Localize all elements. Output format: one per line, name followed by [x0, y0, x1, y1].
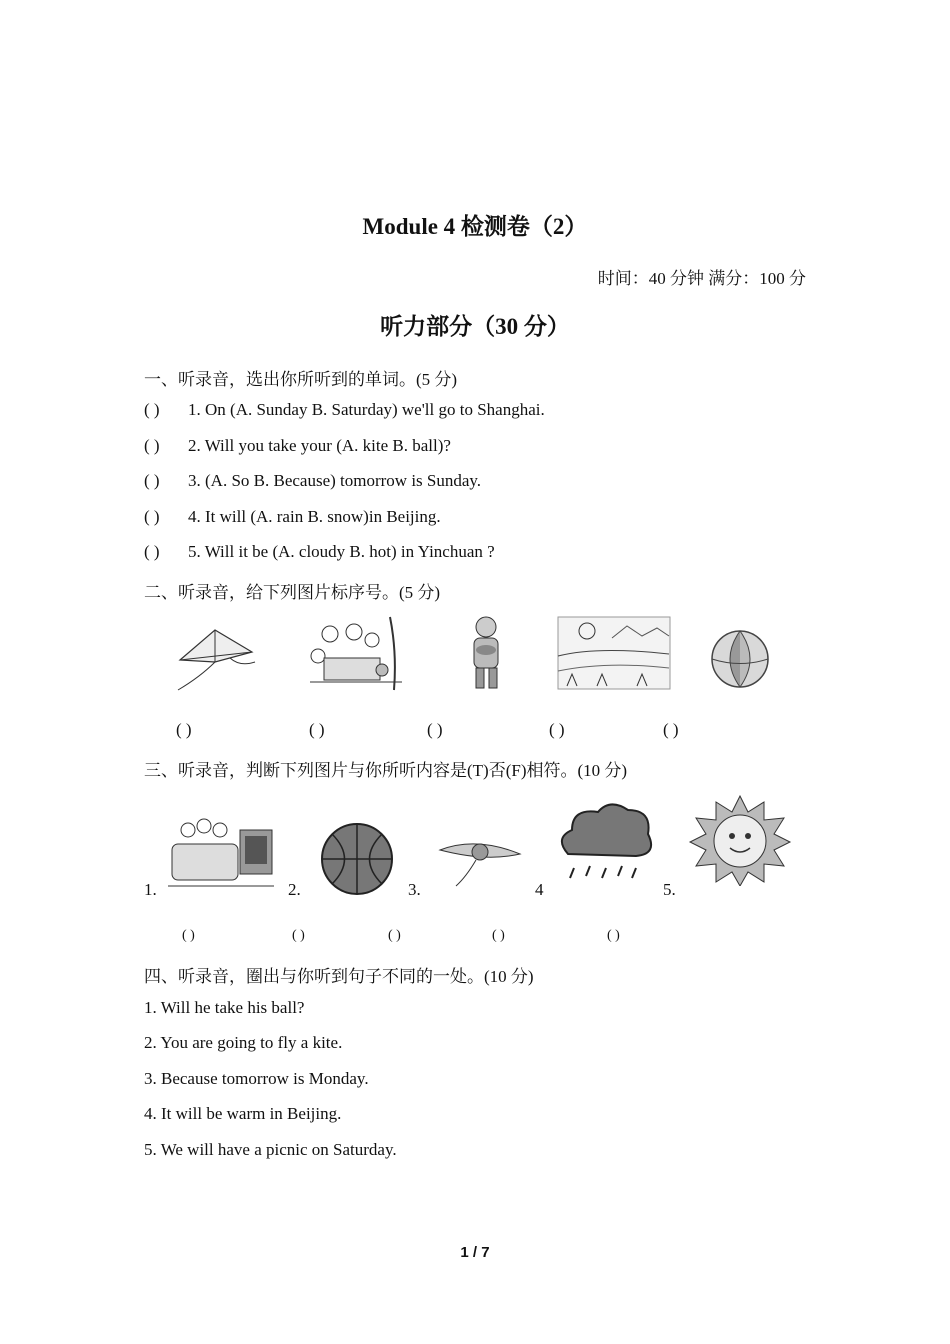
answer-paren[interactable]: ( ): [144, 507, 160, 526]
section4-item: 3. Because tomorrow is Monday.: [144, 1069, 369, 1088]
picture-number: 4: [535, 880, 544, 899]
section1-item: [144, 507, 441, 527]
kite-icon: [170, 622, 260, 692]
answer-paren[interactable]: ( ): [292, 928, 305, 943]
answer-paren[interactable]: ( ): [492, 928, 505, 943]
section-title-listening: 听力部分（30 分）: [380, 314, 570, 339]
section3-heading: 三、听录音，判断下列图片与你所听内容是(T)否(F)相符。(10 分): [144, 761, 628, 780]
section4-heading: 四、听录音，圈出与你听到句子不同的一处。(10 分): [144, 967, 534, 986]
answer-paren[interactable]: ( ): [176, 720, 192, 739]
section1-item: [144, 471, 481, 491]
countryside-icon: [557, 616, 671, 690]
section1-heading: 一、听录音，选出你所听到的单词。(5 分): [144, 370, 458, 389]
question-text: 5. Will it be (A. cloudy B. hot) in Yinchuan ?: [188, 542, 495, 561]
answer-paren[interactable]: ( ): [182, 928, 195, 943]
section1-item: [144, 436, 451, 456]
answer-paren[interactable]: ( ): [144, 436, 160, 455]
beach-ball-icon: [710, 628, 770, 690]
question-text: 1. On (A. Sunday B. Saturday) we'll go to Shanghai.: [188, 400, 545, 419]
answer-paren[interactable]: ( ): [427, 720, 443, 739]
bundled-child-icon: [462, 612, 512, 694]
section4-item: 2. You are going to fly a kite.: [144, 1033, 343, 1052]
bird-kite-icon: [436, 832, 524, 888]
section4-item: 1. Will he take his ball?: [144, 998, 305, 1017]
page-number: 1 / 7: [460, 1244, 490, 1261]
answer-paren[interactable]: ( ): [388, 928, 401, 943]
picture-number: 2.: [288, 880, 301, 899]
section4-item: 4. It will be warm in Beijing.: [144, 1104, 342, 1123]
question-text: 3. (A. So B. Because) tomorrow is Sunday.: [188, 471, 482, 490]
sun-icon: [688, 794, 792, 886]
rain-cloud-icon: [554, 796, 658, 888]
answer-paren[interactable]: ( ): [607, 928, 620, 943]
section1-item: [144, 400, 545, 420]
answer-paren[interactable]: ( ): [663, 720, 679, 739]
picnic-icon: [302, 612, 408, 694]
picture-number: 3.: [408, 880, 421, 899]
section1-item: [144, 542, 495, 562]
question-text: 2. Will you take your (A. kite B. ball)?: [188, 436, 451, 455]
answer-paren[interactable]: ( ): [144, 400, 160, 419]
picture-number: 1.: [144, 880, 157, 899]
picture-number: 5.: [663, 880, 676, 899]
answer-paren[interactable]: ( ): [144, 471, 160, 490]
answer-paren[interactable]: ( ): [549, 720, 565, 739]
exam-meta: 时间：40 分钟 满分：100 分: [597, 269, 806, 288]
family-tv-icon: [168, 812, 274, 892]
ball-icon: [320, 822, 394, 896]
page-title: Module 4 检测卷（2）: [362, 214, 588, 239]
question-text: 4. It will (A. rain B. snow)in Beijing.: [188, 507, 441, 526]
section4-item: 5. We will have a picnic on Saturday.: [144, 1140, 397, 1159]
answer-paren[interactable]: ( ): [144, 542, 160, 561]
section2-heading: 二、听录音，给下列图片标序号。(5 分): [144, 583, 441, 602]
answer-paren[interactable]: ( ): [309, 720, 325, 739]
